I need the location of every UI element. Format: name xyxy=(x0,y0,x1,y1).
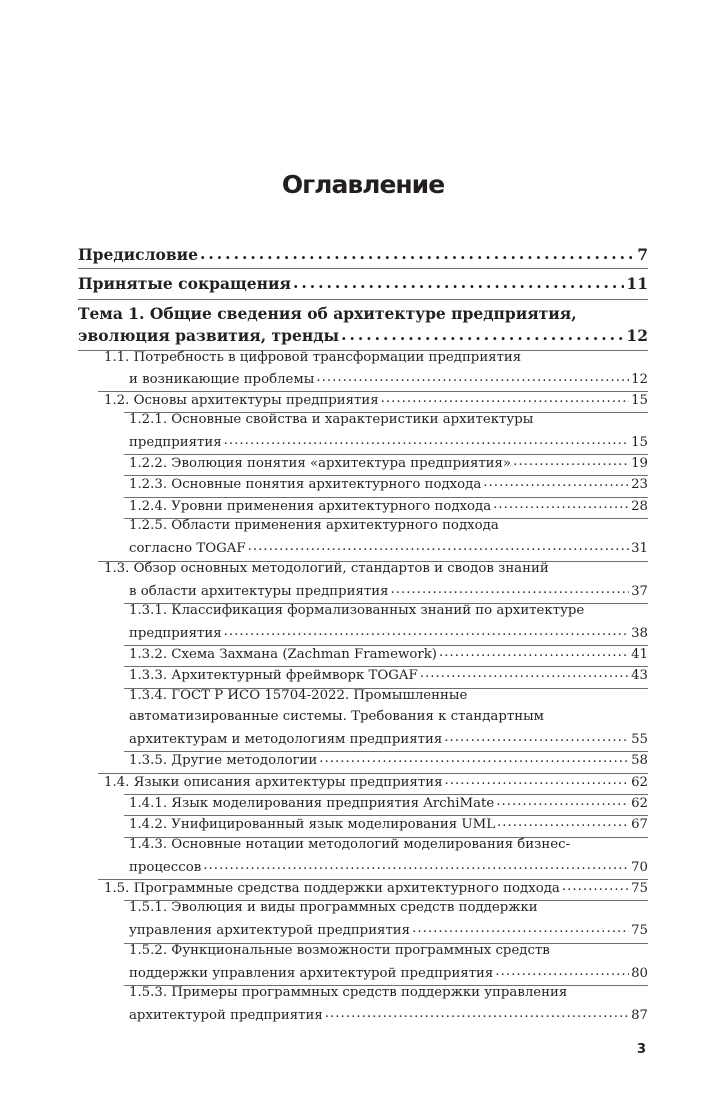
toc-title: 1.2.1. Основные свойства и характеристики архитектуры xyxy=(129,412,534,427)
toc-title: предприятия xyxy=(129,626,222,642)
dot-leader xyxy=(513,454,629,467)
toc-line xyxy=(129,370,648,387)
toc-page-number: 55 xyxy=(631,732,648,748)
toc-page-number: 38 xyxy=(631,626,648,642)
toc-line xyxy=(104,350,648,365)
dot-leader xyxy=(412,921,629,934)
toc-line xyxy=(129,412,648,427)
divider xyxy=(78,268,648,269)
toc-page-number: 43 xyxy=(631,668,648,684)
toc-line xyxy=(104,561,648,576)
toc-page-number: 62 xyxy=(631,796,648,812)
toc-title: архитектурам и методологиям предприятия xyxy=(129,732,443,748)
toc-page-number: 75 xyxy=(631,881,648,897)
toc-line xyxy=(129,688,648,703)
dot-leader xyxy=(495,964,629,977)
toc-page-number: 23 xyxy=(631,477,648,493)
toc-page-number: 11 xyxy=(626,273,648,293)
toc-line xyxy=(129,921,648,938)
toc-line xyxy=(129,985,648,1000)
divider xyxy=(78,299,648,300)
toc-line xyxy=(129,666,648,683)
toc-page-number: 12 xyxy=(626,325,648,345)
toc-page-number: 28 xyxy=(631,499,648,515)
toc-title: 1.3. Обзор основных методологий, стандартов и сводов знаний xyxy=(104,561,549,576)
toc-line xyxy=(104,391,648,408)
dot-leader xyxy=(445,773,630,786)
page-number: 3 xyxy=(636,1042,646,1057)
toc-title: 1.2.2. Эволюция понятия «архитектура предприятия» xyxy=(129,456,512,472)
dot-leader xyxy=(444,730,629,743)
toc-title: 1.3.1. Классификация формализованных знаний по архитектуре xyxy=(129,603,585,618)
toc-line xyxy=(129,1006,648,1023)
toc-title: предприятия xyxy=(129,435,222,451)
toc-title: 1.2.3. Основные понятия архитектурного подхода xyxy=(129,477,482,493)
page-title: Оглавление xyxy=(281,170,445,199)
toc-line xyxy=(129,454,648,471)
dot-leader xyxy=(203,858,629,871)
dot-leader xyxy=(420,666,629,679)
dot-leader xyxy=(497,815,629,828)
toc-line xyxy=(78,244,648,264)
toc-line xyxy=(104,773,648,790)
toc-title: Принятые сокращения xyxy=(78,273,291,293)
dot-leader xyxy=(439,645,629,658)
toc-page-number: 58 xyxy=(631,753,648,769)
toc-page-number: 62 xyxy=(631,775,648,791)
toc-line xyxy=(129,709,648,724)
toc-page-number: 75 xyxy=(631,923,648,939)
toc-line xyxy=(129,518,648,533)
toc-line xyxy=(129,624,648,641)
toc-title: Предисловие xyxy=(78,244,198,264)
toc-title: автоматизированные системы. Требования к стандартным xyxy=(129,709,544,724)
toc-title: и возникающие проблемы xyxy=(129,372,315,388)
toc-title: в области архитектуры предприятия xyxy=(129,584,389,600)
dot-leader xyxy=(200,244,635,260)
toc-line xyxy=(104,879,648,896)
toc-title: 1.3.2. Схема Захмана (Zachman Framework) xyxy=(129,647,437,663)
toc-title: 1.4.3. Основные нотации методологий моделирования бизнес- xyxy=(129,837,571,852)
toc-title: 1.5. Программные средства поддержки архитектурного подхода xyxy=(104,881,560,897)
toc-page-number: 15 xyxy=(631,393,648,409)
toc-line xyxy=(129,837,648,852)
toc-title: архитектурой предприятия xyxy=(129,1008,323,1024)
dot-leader xyxy=(493,497,629,510)
toc-line xyxy=(129,815,648,832)
toc-title: 1.3.5. Другие методологии xyxy=(129,753,318,769)
dot-leader xyxy=(381,391,629,404)
toc-title: эволюция развития, тренды xyxy=(78,325,340,345)
toc-line xyxy=(129,603,648,618)
toc-title: 1.4. Языки описания архитектуры предприятия xyxy=(104,775,443,791)
dot-leader xyxy=(293,273,624,289)
toc-page-number: 80 xyxy=(631,966,648,982)
dot-leader xyxy=(319,751,629,764)
toc-title: 1.2. Основы архитектуры предприятия xyxy=(104,393,379,409)
toc-line xyxy=(129,794,648,811)
dot-leader xyxy=(248,539,630,552)
toc-title: 1.1. Потребность в цифровой трансформации предприятия xyxy=(104,350,522,365)
toc-page-number: 12 xyxy=(631,372,648,388)
dot-leader xyxy=(562,879,629,892)
toc-line xyxy=(129,730,648,747)
toc-title: управления архитектурой предприятия xyxy=(129,923,411,939)
toc-page-number: 15 xyxy=(631,435,648,451)
toc-page-number: 87 xyxy=(631,1008,648,1024)
toc-page-number: 37 xyxy=(631,584,648,600)
dot-leader xyxy=(483,475,629,488)
toc-line xyxy=(78,273,648,293)
toc-line xyxy=(129,900,648,915)
toc-title: 1.2.4. Уровни применения архитектурного подхода xyxy=(129,499,492,515)
toc-page-number: 31 xyxy=(631,541,648,557)
toc-line xyxy=(129,433,648,450)
toc-title: 1.4.2. Унифицированный язык моделирования UML xyxy=(129,817,496,833)
toc-page-number: 67 xyxy=(631,817,648,833)
toc-line xyxy=(129,645,648,662)
toc-line xyxy=(129,475,648,492)
dot-leader xyxy=(224,433,629,446)
toc-page-number: 70 xyxy=(631,860,648,876)
toc-title: 1.5.1. Эволюция и виды программных средств поддержки xyxy=(129,900,538,915)
toc-title: Тема 1. Общие сведения об архитектуре предприятия, xyxy=(78,304,577,323)
toc-line xyxy=(129,964,648,981)
toc-title: 1.5.2. Функциональные возможности программных средств xyxy=(129,943,550,958)
dot-leader xyxy=(496,794,629,807)
toc-title: 1.2.5. Области применения архитектурного подхода xyxy=(129,518,499,533)
dot-leader xyxy=(224,624,629,637)
toc-title: 1.5.3. Примеры программных средств поддержки управления xyxy=(129,985,568,1000)
toc-line xyxy=(129,539,648,556)
toc-title: согласно TOGAF xyxy=(129,541,246,557)
toc-line xyxy=(129,858,648,875)
dot-leader xyxy=(341,325,624,341)
toc-page-number: 19 xyxy=(631,456,648,472)
toc-line xyxy=(129,582,648,599)
toc-title: процессов xyxy=(129,860,202,876)
toc-line xyxy=(78,304,648,323)
dot-leader xyxy=(325,1006,629,1019)
toc-line xyxy=(129,497,648,514)
toc-page-number: 41 xyxy=(631,647,648,663)
dot-leader xyxy=(316,370,629,383)
toc-line xyxy=(78,325,648,345)
toc-line xyxy=(129,943,648,958)
toc-title: 1.3.4. ГОСТ Р ИСО 15704-2022. Промышленные xyxy=(129,688,468,703)
toc-page-number: 7 xyxy=(637,244,648,264)
dot-leader xyxy=(391,582,630,595)
toc-title: поддержки управления архитектурой предприятия xyxy=(129,966,494,982)
toc-title: 1.3.3. Архитектурный фреймворк TOGAF xyxy=(129,668,418,684)
toc-title: 1.4.1. Язык моделирования предприятия ArchiMate xyxy=(129,796,495,812)
toc-line xyxy=(129,751,648,768)
